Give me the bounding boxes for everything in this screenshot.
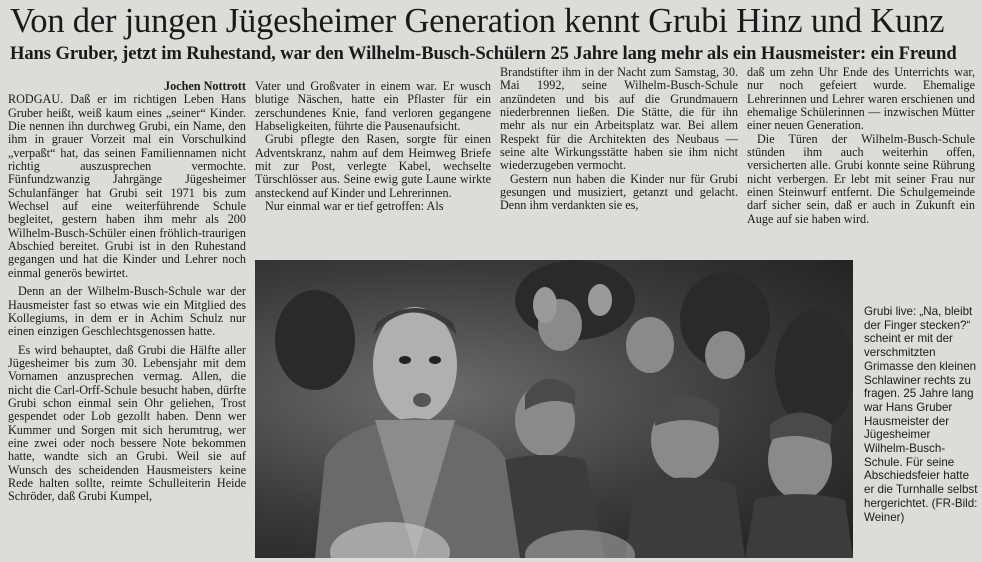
headline: Von der jungen Jügesheimer Generation kennt Grubi Hinz und Kunz [10, 2, 945, 40]
paragraph: Brandstifter ihm in der Nacht zum Samstag, 30. Mai 1992, seine Wilhelm-Busch-Schule anzündeten und bis auf die Grundmauern niederbrennen ließen. Die Stätte, die für ihn mehr als nur ein Arbeitsplatz war. Bei allem Respekt für die Architekten des Neubaus — seine alte Wirkungsstätte haben sie ihm nicht wiederzugeben vermocht. [500, 66, 738, 173]
subheadline: Hans Gruber, jetzt im Ruhestand, war den Wilhelm-Busch-Schülern 25 Jahre lang mehr als ein Hausmeister: ein Freund [10, 43, 957, 64]
paragraph: Grubi pflegte den Rasen, sorgte für einen Adventskranz, nahm auf dem Heimweg Briefe mit zur Post, verlegte Kabel, wechselte Türschlösser aus. Seine ewig gute Laune wirkte ansteckend auf Kinder und Lehrerinnen. [255, 132, 491, 200]
article-column-1 [8, 80, 246, 560]
paragraph: Nur einmal war er tief getroffen: Als [265, 199, 444, 214]
paragraph: RODGAU. Daß er im richtigen Leben Hans Gruber heißt, weiß kaum eines „seiner“ Kinder. Die nennen ihn durchweg Grubi, ein Name, den ihm in grauer Vorzeit mal ein Vorschulkind „verpaßt“ hat, das seinen Familiennamen nicht richtig auszusprechen vermochte. Fünfundzwanzig Jahrgänge Jügesheimer Schulanfänger hat Grubi seit 1971 bis zum Wechsel auf eine weiterführende Schule begleitet, gestern haben ihm mehr als 200 Wilhelm-Busch-Schüler einen fröhlich-traurigen Abschied bereitet. Grubi ist in den Ruhestand gegangen und hat die Kinder und Lehrer noch einmal generös bewirtet. [8, 92, 246, 280]
article-column-2 [255, 80, 491, 255]
photo-illustration [255, 260, 853, 558]
paragraph: Die Türen der Wilhelm-Busch-Schule stünden ihm auch weiterhin offen, versicherten alle. Grubi konnte seine Rührung nicht verbergen. Er lebt mit seiner Frau nur einen Steinwurf entfernt. Die Schulgemeinde darf sicher sein, daß er auch in Zukunft ein Auge auf sie haben wird. [747, 131, 975, 226]
news-photo [255, 260, 853, 558]
article-column-4 [747, 66, 975, 255]
paragraph: daß um zehn Uhr Ende des Unterrichts war, nur noch gefeiert wurde. Ehemalige Lehrerinnen und Lehrer waren erschienen und ehemalige Schülerinnen — inzwischen Mütter einer neuen Generation. [747, 66, 975, 133]
paragraph: Gestern nun haben die Kinder nur für Grubi gesungen und musiziert, getanzt und gelacht. Denn ihm verdankten sie es, [500, 171, 738, 213]
paragraph: Denn an der Wilhelm-Busch-Schule war der Hausmeister fast so etwas wie ein Mitglied des Kollegiums, in dem er in Achim Schulz nur einen einzigen Geschlechtsgenossen hatte. [8, 284, 246, 339]
byline: Jochen Nottrott [163, 80, 246, 93]
photo-caption: Grubi live: „Na, bleibt der Finger stecken?“ scheint er mit der verschmitzten Grimasse den kleinen Schlawiner rechts zu fragen. 25 Jahre lang war Hans Gruber Hausmeister der Jügesheimer Wilhelm-Busch-Schule. Für seine Abschiedsfeier hatte er die Turnhalle selbst hergerichtet. (FR-Bild: Weiner) [864, 305, 978, 524]
paragraph: Es wird behauptet, daß Grubi die Hälfte aller Jügesheimer bis zum 30. Lebensjahr mit dem Vornamen anzusprechen vermag. Allen, die nicht die Carl-Orff-Schule besucht haben, dürfte Grubi schon einmal sein Ohr geliehen, Trost gespendet oder Lob gezollt haben. Denn wer Kummer und Sorgen mit sich herumtrug, wer eine zwei oder noch bessere Note bekommen hatte, wandte sich an Grubi. Weil sie auf Wunsch des scheidenden Hausmeisters keine Rede halten sollte, reimte Schulleiterin Heide Schröder, daß Grubi Kumpel, [8, 342, 246, 504]
article-column-3 [500, 66, 738, 255]
paragraph: Vater und Großvater in einem war. Er wusch blutige Näschen, hatte ein Pflaster für ein zerschundenes Knie, fand verloren gegangene Habseligkeiten, führte die Pausenaufsicht. [255, 80, 491, 134]
